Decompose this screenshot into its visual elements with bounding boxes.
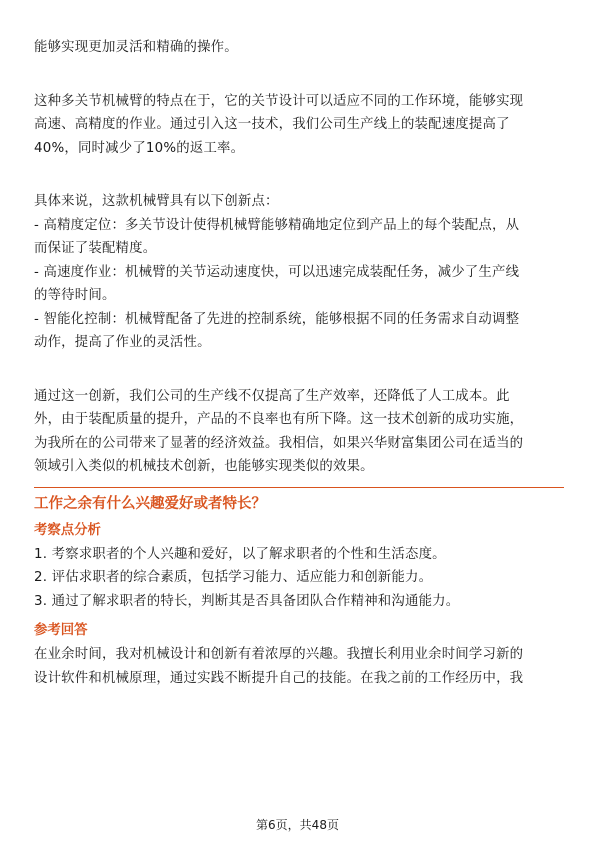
question-title: 工作之余有什么兴趣爱好或者特长？ — [34, 495, 266, 512]
para4-line-1: 通过这一创新，我们公司的生产线不仅提高了生产效率，还降低了人工成本。此 — [34, 388, 510, 404]
answer-line-2: 设计软件和机械原理，通过实践不断提升自己的技能。在我之前的工作经历中，我 — [34, 670, 524, 686]
page-number: 第6页，共48页 — [256, 818, 339, 832]
answer-line-1: 在业余时间，我对机械设计和创新有着浓厚的兴趣。我擅长利用业余时间学习新的 — [34, 647, 524, 662]
para3-line-5: 的等待时间。 — [34, 288, 116, 303]
analysis-item-1: 1. 考察求职者的个人兴趣和爱好，以了解求职者的个性和生活态度。 — [34, 546, 446, 562]
intro-line: 能够实现更加灵活和精确的操作。 — [34, 40, 238, 55]
para3-line-4: - 高速度作业：机械臂的关节运动速度快，可以迅速完成装配任务，减少了生产线 — [34, 264, 520, 280]
para4-line-4: 领域引入类似的机械技术创新，也能够实现类似的效果。 — [34, 459, 374, 474]
para3-line-2: - 高精度定位：多关节设计使得机械臂能够精确地定位到产品上的每个装配点，从 — [34, 217, 520, 233]
page-content — [34, 36, 564, 690]
para3-line-7: 动作，提高了作业的灵活性。 — [34, 335, 211, 350]
analysis-item-2: 2. 评估求职者的综合素质，包括学习能力、适应能力和创新能力。 — [34, 570, 433, 585]
para4-line-3: 为我所在的公司带来了显著的经济效益。我相信，如果兴华财富集团公司在适当的 — [34, 435, 524, 451]
para2-line-2: 高速、高精度的作业。通过引入这一技术，我们公司生产线上的装配速度提高了 — [34, 117, 510, 132]
analysis-heading: 考察点分析 — [34, 522, 101, 538]
analysis-item-3: 3. 通过了解求职者的特长，判断其是否具备团队合作精神和沟通能力。 — [34, 593, 460, 609]
para4-line-2: 外，由于装配质量的提升，产品的不良率也有所下降。这一技术创新的成功实施， — [34, 412, 524, 427]
para3-line-1: 具体来说，这款机械臂具有以下创新点： — [34, 194, 279, 209]
para3-line-3: 而保证了装配精度。 — [34, 241, 157, 256]
para2-line-3: 40%，同时减少了10%的返工率。 — [34, 140, 245, 156]
para2-line-1: 这种多关节机械臂的特点在于，它的关节设计可以适应不同的工作环境，能够实现 — [34, 93, 524, 109]
answer-heading: 参考回答 — [34, 623, 88, 638]
para3-line-6: - 智能化控制：机械臂配备了先进的控制系统，能够根据不同的任务需求自动调整 — [34, 311, 520, 327]
